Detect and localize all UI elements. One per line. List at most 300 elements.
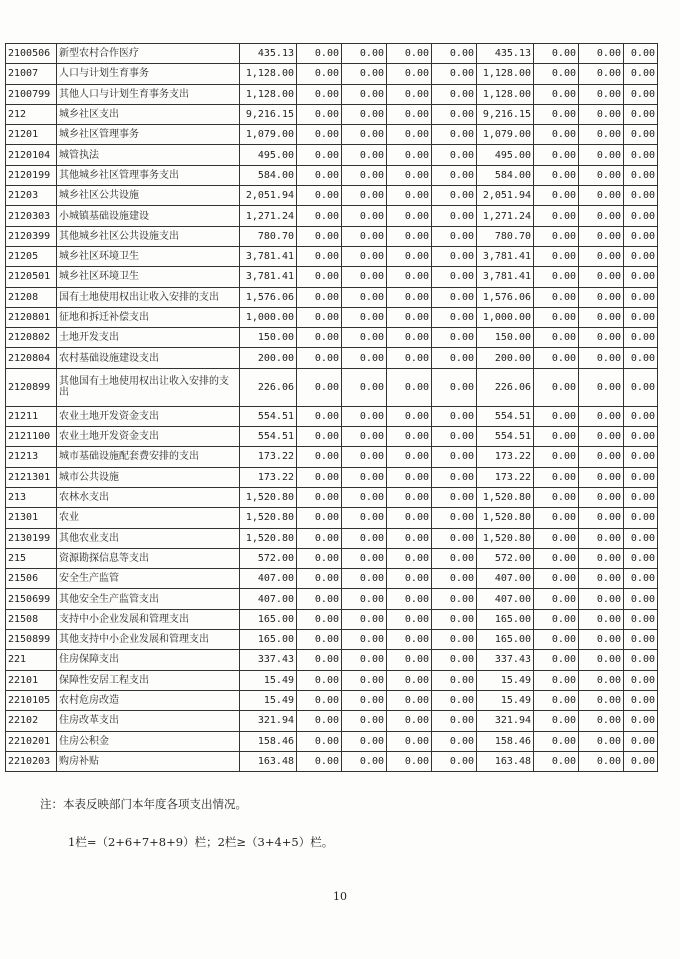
subject-name: 城市公共设施 <box>57 467 240 487</box>
subject-code: 2120501 <box>6 267 57 287</box>
subject-name: 国有土地使用权出让收入安排的支出 <box>57 287 240 307</box>
amount-cell: 0.00 <box>624 84 658 104</box>
subject-code: 2210201 <box>6 731 57 751</box>
amount-cell: 3,781.41 <box>477 267 534 287</box>
amount-cell: 0.00 <box>624 307 658 327</box>
amount-cell: 0.00 <box>432 711 477 731</box>
amount-cell: 0.00 <box>579 84 624 104</box>
amount-cell: 0.00 <box>297 528 342 548</box>
subject-code: 2121301 <box>6 467 57 487</box>
amount-cell: 0.00 <box>387 711 432 731</box>
amount-cell: 435.13 <box>477 44 534 64</box>
amount-cell: 0.00 <box>342 508 387 528</box>
table-row <box>6 508 658 528</box>
amount-cell: 0.00 <box>432 731 477 751</box>
table-body <box>6 44 658 772</box>
amount-cell: 0.00 <box>534 447 579 467</box>
subject-name: 农村基础设施建设支出 <box>57 348 240 368</box>
subject-name: 农业土地开发资金支出 <box>57 427 240 447</box>
subject-code: 21205 <box>6 246 57 266</box>
amount-cell: 0.00 <box>534 548 579 568</box>
amount-cell: 1,271.24 <box>240 206 297 226</box>
amount-cell: 0.00 <box>534 84 579 104</box>
table-row <box>6 589 658 609</box>
amount-cell: 165.00 <box>477 630 534 650</box>
amount-cell: 337.43 <box>477 650 534 670</box>
amount-cell: 0.00 <box>624 165 658 185</box>
amount-cell: 165.00 <box>477 609 534 629</box>
amount-cell: 407.00 <box>240 589 297 609</box>
table-row <box>6 84 658 104</box>
amount-cell: 0.00 <box>387 287 432 307</box>
amount-cell: 0.00 <box>342 670 387 690</box>
amount-cell: 0.00 <box>342 589 387 609</box>
amount-cell: 0.00 <box>387 348 432 368</box>
amount-cell: 163.48 <box>477 751 534 771</box>
amount-cell: 2,051.94 <box>240 186 297 206</box>
amount-cell: 0.00 <box>297 287 342 307</box>
amount-cell: 1,576.06 <box>477 287 534 307</box>
amount-cell: 584.00 <box>477 165 534 185</box>
amount-cell: 0.00 <box>432 548 477 568</box>
amount-cell: 0.00 <box>387 589 432 609</box>
amount-cell: 0.00 <box>297 307 342 327</box>
subject-name: 征地和拆迁补偿支出 <box>57 307 240 327</box>
amount-cell: 0.00 <box>624 287 658 307</box>
amount-cell: 200.00 <box>477 348 534 368</box>
amount-cell: 0.00 <box>534 307 579 327</box>
amount-cell: 572.00 <box>240 548 297 568</box>
amount-cell: 0.00 <box>624 630 658 650</box>
amount-cell: 0.00 <box>624 246 658 266</box>
amount-cell: 0.00 <box>342 348 387 368</box>
amount-cell: 0.00 <box>432 287 477 307</box>
subject-name: 购房补贴 <box>57 751 240 771</box>
table-row <box>6 690 658 710</box>
amount-cell: 0.00 <box>342 226 387 246</box>
amount-cell: 321.94 <box>240 711 297 731</box>
subject-code: 2120399 <box>6 226 57 246</box>
amount-cell: 0.00 <box>297 226 342 246</box>
amount-cell: 0.00 <box>342 165 387 185</box>
subject-name: 保障性安居工程支出 <box>57 670 240 690</box>
amount-cell: 1,520.80 <box>240 487 297 507</box>
amount-cell: 407.00 <box>477 569 534 589</box>
subject-name: 农业土地开发资金支出 <box>57 406 240 426</box>
amount-cell: 0.00 <box>534 64 579 84</box>
amount-cell: 150.00 <box>240 328 297 348</box>
subject-code: 22101 <box>6 670 57 690</box>
amount-cell: 165.00 <box>240 609 297 629</box>
subject-code: 212 <box>6 104 57 124</box>
amount-cell: 1,128.00 <box>477 84 534 104</box>
amount-cell: 0.00 <box>432 125 477 145</box>
amount-cell: 0.00 <box>579 165 624 185</box>
amount-cell: 0.00 <box>387 528 432 548</box>
amount-cell: 0.00 <box>342 145 387 165</box>
table-row <box>6 246 658 266</box>
amount-cell: 0.00 <box>297 569 342 589</box>
subject-name: 城乡社区支出 <box>57 104 240 124</box>
amount-cell: 0.00 <box>297 328 342 348</box>
amount-cell: 407.00 <box>240 569 297 589</box>
subject-code: 2120899 <box>6 368 57 406</box>
subject-name: 住房保障支出 <box>57 650 240 670</box>
amount-cell: 158.46 <box>477 731 534 751</box>
amount-cell: 0.00 <box>297 368 342 406</box>
amount-cell: 0.00 <box>387 104 432 124</box>
amount-cell: 0.00 <box>387 650 432 670</box>
amount-cell: 0.00 <box>579 427 624 447</box>
amount-cell: 0.00 <box>534 368 579 406</box>
table-row <box>6 711 658 731</box>
amount-cell: 0.00 <box>342 528 387 548</box>
amount-cell: 0.00 <box>297 711 342 731</box>
amount-cell: 0.00 <box>342 406 387 426</box>
amount-cell: 0.00 <box>342 731 387 751</box>
amount-cell: 0.00 <box>432 427 477 447</box>
subject-name: 其他城乡社区公共设施支出 <box>57 226 240 246</box>
table-row <box>6 427 658 447</box>
table-row <box>6 368 658 406</box>
amount-cell: 0.00 <box>432 447 477 467</box>
subject-code: 2120104 <box>6 145 57 165</box>
amount-cell: 0.00 <box>579 368 624 406</box>
amount-cell: 0.00 <box>624 569 658 589</box>
subject-name: 农业 <box>57 508 240 528</box>
amount-cell: 0.00 <box>534 44 579 64</box>
amount-cell: 0.00 <box>432 690 477 710</box>
amount-cell: 0.00 <box>432 630 477 650</box>
table-row <box>6 104 658 124</box>
subject-code: 21203 <box>6 186 57 206</box>
amount-cell: 0.00 <box>534 206 579 226</box>
amount-cell: 0.00 <box>297 348 342 368</box>
amount-cell: 0.00 <box>624 44 658 64</box>
amount-cell: 0.00 <box>534 427 579 447</box>
subject-code: 21301 <box>6 508 57 528</box>
table-row <box>6 307 658 327</box>
amount-cell: 0.00 <box>579 589 624 609</box>
subject-name: 人口与计划生育事务 <box>57 64 240 84</box>
subject-name: 城乡社区环境卫生 <box>57 246 240 266</box>
amount-cell: 1,000.00 <box>240 307 297 327</box>
subject-code: 215 <box>6 548 57 568</box>
amount-cell: 0.00 <box>297 447 342 467</box>
amount-cell: 0.00 <box>297 84 342 104</box>
amount-cell: 0.00 <box>624 670 658 690</box>
amount-cell: 0.00 <box>534 467 579 487</box>
table-row <box>6 487 658 507</box>
amount-cell: 0.00 <box>534 125 579 145</box>
amount-cell: 0.00 <box>342 569 387 589</box>
amount-cell: 0.00 <box>579 609 624 629</box>
amount-cell: 9,216.15 <box>240 104 297 124</box>
amount-cell: 0.00 <box>297 609 342 629</box>
amount-cell: 0.00 <box>387 569 432 589</box>
amount-cell: 0.00 <box>297 186 342 206</box>
subject-name: 土地开发支出 <box>57 328 240 348</box>
table-row <box>6 569 658 589</box>
amount-cell: 0.00 <box>342 125 387 145</box>
amount-cell: 0.00 <box>387 751 432 771</box>
subject-code: 21211 <box>6 406 57 426</box>
amount-cell: 554.51 <box>477 427 534 447</box>
amount-cell: 0.00 <box>534 165 579 185</box>
amount-cell: 0.00 <box>297 246 342 266</box>
amount-cell: 0.00 <box>432 751 477 771</box>
amount-cell: 173.22 <box>240 467 297 487</box>
amount-cell: 0.00 <box>387 447 432 467</box>
amount-cell: 0.00 <box>297 427 342 447</box>
amount-cell: 0.00 <box>297 630 342 650</box>
amount-cell: 0.00 <box>534 690 579 710</box>
amount-cell: 0.00 <box>624 267 658 287</box>
amount-cell: 0.00 <box>579 487 624 507</box>
subject-name: 安全生产监管 <box>57 569 240 589</box>
amount-cell: 0.00 <box>432 569 477 589</box>
amount-cell: 0.00 <box>579 186 624 206</box>
table-row <box>6 467 658 487</box>
amount-cell: 0.00 <box>624 650 658 670</box>
subject-name: 其他安全生产监管支出 <box>57 589 240 609</box>
amount-cell: 200.00 <box>240 348 297 368</box>
amount-cell: 0.00 <box>342 609 387 629</box>
amount-cell: 3,781.41 <box>240 267 297 287</box>
amount-cell: 0.00 <box>534 246 579 266</box>
amount-cell: 163.48 <box>240 751 297 771</box>
table-row <box>6 406 658 426</box>
amount-cell: 0.00 <box>624 406 658 426</box>
amount-cell: 0.00 <box>534 406 579 426</box>
amount-cell: 0.00 <box>297 487 342 507</box>
table-row <box>6 348 658 368</box>
amount-cell: 0.00 <box>342 104 387 124</box>
amount-cell: 0.00 <box>579 670 624 690</box>
amount-cell: 0.00 <box>432 670 477 690</box>
table-row <box>6 650 658 670</box>
table-row <box>6 731 658 751</box>
subject-code: 21208 <box>6 287 57 307</box>
subject-name: 其他城乡社区管理事务支出 <box>57 165 240 185</box>
amount-cell: 0.00 <box>579 64 624 84</box>
subject-code: 2100799 <box>6 84 57 104</box>
expenditure-table <box>5 43 658 772</box>
subject-name: 城市基础设施配套费安排的支出 <box>57 447 240 467</box>
amount-cell: 0.00 <box>624 711 658 731</box>
amount-cell: 0.00 <box>579 650 624 670</box>
amount-cell: 0.00 <box>624 64 658 84</box>
amount-cell: 0.00 <box>387 670 432 690</box>
amount-cell: 0.00 <box>342 206 387 226</box>
amount-cell: 0.00 <box>534 528 579 548</box>
amount-cell: 0.00 <box>342 487 387 507</box>
amount-cell: 572.00 <box>477 548 534 568</box>
subject-name: 新型农村合作医疗 <box>57 44 240 64</box>
subject-code: 2100506 <box>6 44 57 64</box>
table-row <box>6 125 658 145</box>
table-row <box>6 447 658 467</box>
amount-cell: 321.94 <box>477 711 534 731</box>
amount-cell: 0.00 <box>297 548 342 568</box>
amount-cell: 0.00 <box>579 328 624 348</box>
subject-code: 21508 <box>6 609 57 629</box>
amount-cell: 0.00 <box>432 368 477 406</box>
amount-cell: 0.00 <box>297 64 342 84</box>
amount-cell: 150.00 <box>477 328 534 348</box>
amount-cell: 0.00 <box>387 406 432 426</box>
amount-cell: 0.00 <box>579 508 624 528</box>
amount-cell: 0.00 <box>579 104 624 124</box>
amount-cell: 1,000.00 <box>477 307 534 327</box>
amount-cell: 0.00 <box>624 368 658 406</box>
amount-cell: 0.00 <box>534 328 579 348</box>
table-row <box>6 226 658 246</box>
amount-cell: 0.00 <box>342 751 387 771</box>
amount-cell: 0.00 <box>579 246 624 266</box>
subject-code: 213 <box>6 487 57 507</box>
amount-cell: 0.00 <box>342 467 387 487</box>
amount-cell: 0.00 <box>297 406 342 426</box>
amount-cell: 0.00 <box>297 104 342 124</box>
subject-name: 城乡社区管理事务 <box>57 125 240 145</box>
amount-cell: 0.00 <box>579 406 624 426</box>
amount-cell: 0.00 <box>432 589 477 609</box>
subject-code: 2120801 <box>6 307 57 327</box>
amount-cell: 0.00 <box>624 328 658 348</box>
amount-cell: 0.00 <box>297 670 342 690</box>
table-row <box>6 670 658 690</box>
amount-cell: 0.00 <box>534 609 579 629</box>
amount-cell: 0.00 <box>432 267 477 287</box>
amount-cell: 0.00 <box>534 487 579 507</box>
amount-cell: 1,520.80 <box>240 508 297 528</box>
amount-cell: 0.00 <box>342 307 387 327</box>
amount-cell: 495.00 <box>477 145 534 165</box>
amount-cell: 0.00 <box>624 508 658 528</box>
subject-code: 2210105 <box>6 690 57 710</box>
amount-cell: 0.00 <box>624 226 658 246</box>
amount-cell: 0.00 <box>624 125 658 145</box>
amount-cell: 0.00 <box>624 751 658 771</box>
amount-cell: 0.00 <box>432 406 477 426</box>
amount-cell: 226.06 <box>240 368 297 406</box>
amount-cell: 0.00 <box>624 690 658 710</box>
table-row <box>6 145 658 165</box>
amount-cell: 0.00 <box>579 206 624 226</box>
subject-name: 其他农业支出 <box>57 528 240 548</box>
amount-cell: 0.00 <box>534 508 579 528</box>
amount-cell: 0.00 <box>297 690 342 710</box>
subject-code: 2210203 <box>6 751 57 771</box>
amount-cell: 0.00 <box>297 44 342 64</box>
amount-cell: 0.00 <box>387 84 432 104</box>
amount-cell: 0.00 <box>624 528 658 548</box>
amount-cell: 0.00 <box>534 670 579 690</box>
amount-cell: 0.00 <box>387 630 432 650</box>
subject-name: 其他国有土地使用权出让收入安排的支出 <box>57 368 240 406</box>
amount-cell: 0.00 <box>342 84 387 104</box>
amount-cell: 0.00 <box>387 328 432 348</box>
amount-cell: 0.00 <box>432 650 477 670</box>
amount-cell: 0.00 <box>387 125 432 145</box>
amount-cell: 495.00 <box>240 145 297 165</box>
amount-cell: 780.70 <box>240 226 297 246</box>
amount-cell: 0.00 <box>387 508 432 528</box>
amount-cell: 0.00 <box>387 186 432 206</box>
amount-cell: 0.00 <box>579 569 624 589</box>
amount-cell: 165.00 <box>240 630 297 650</box>
subject-name: 其他人口与计划生育事务支出 <box>57 84 240 104</box>
table-row <box>6 287 658 307</box>
amount-cell: 0.00 <box>432 104 477 124</box>
table-row <box>6 528 658 548</box>
amount-cell: 0.00 <box>579 548 624 568</box>
amount-cell: 0.00 <box>342 427 387 447</box>
amount-cell: 15.49 <box>240 670 297 690</box>
amount-cell: 0.00 <box>579 44 624 64</box>
amount-cell: 0.00 <box>432 609 477 629</box>
amount-cell: 0.00 <box>624 487 658 507</box>
amount-cell: 1,520.80 <box>477 528 534 548</box>
amount-cell: 0.00 <box>624 427 658 447</box>
amount-cell: 0.00 <box>387 64 432 84</box>
amount-cell: 0.00 <box>342 711 387 731</box>
amount-cell: 0.00 <box>342 650 387 670</box>
table-row <box>6 165 658 185</box>
subject-code: 2150899 <box>6 630 57 650</box>
amount-cell: 0.00 <box>432 467 477 487</box>
amount-cell: 2,051.94 <box>477 186 534 206</box>
amount-cell: 0.00 <box>432 246 477 266</box>
amount-cell: 1,520.80 <box>477 508 534 528</box>
amount-cell: 0.00 <box>432 348 477 368</box>
amount-cell: 3,781.41 <box>477 246 534 266</box>
amount-cell: 0.00 <box>534 226 579 246</box>
amount-cell: 1,576.06 <box>240 287 297 307</box>
amount-cell: 337.43 <box>240 650 297 670</box>
subject-name: 资源勘探信息等支出 <box>57 548 240 568</box>
amount-cell: 0.00 <box>297 751 342 771</box>
amount-cell: 0.00 <box>534 145 579 165</box>
amount-cell: 1,520.80 <box>477 487 534 507</box>
amount-cell: 0.00 <box>297 145 342 165</box>
amount-cell: 0.00 <box>342 44 387 64</box>
amount-cell: 0.00 <box>432 528 477 548</box>
table-row <box>6 609 658 629</box>
subject-code: 21506 <box>6 569 57 589</box>
amount-cell: 0.00 <box>534 650 579 670</box>
table-row <box>6 630 658 650</box>
table-row <box>6 206 658 226</box>
amount-cell: 0.00 <box>579 447 624 467</box>
amount-cell: 15.49 <box>240 690 297 710</box>
amount-cell: 0.00 <box>387 145 432 165</box>
amount-cell: 0.00 <box>387 731 432 751</box>
amount-cell: 0.00 <box>624 206 658 226</box>
amount-cell: 0.00 <box>579 690 624 710</box>
amount-cell: 173.22 <box>240 447 297 467</box>
amount-cell: 0.00 <box>432 165 477 185</box>
amount-cell: 0.00 <box>342 690 387 710</box>
amount-cell: 1,128.00 <box>477 64 534 84</box>
amount-cell: 0.00 <box>624 609 658 629</box>
amount-cell: 0.00 <box>387 609 432 629</box>
subject-name: 小城镇基础设施建设 <box>57 206 240 226</box>
amount-cell: 0.00 <box>624 348 658 368</box>
subject-name: 城乡社区环境卫生 <box>57 267 240 287</box>
subject-code: 21213 <box>6 447 57 467</box>
